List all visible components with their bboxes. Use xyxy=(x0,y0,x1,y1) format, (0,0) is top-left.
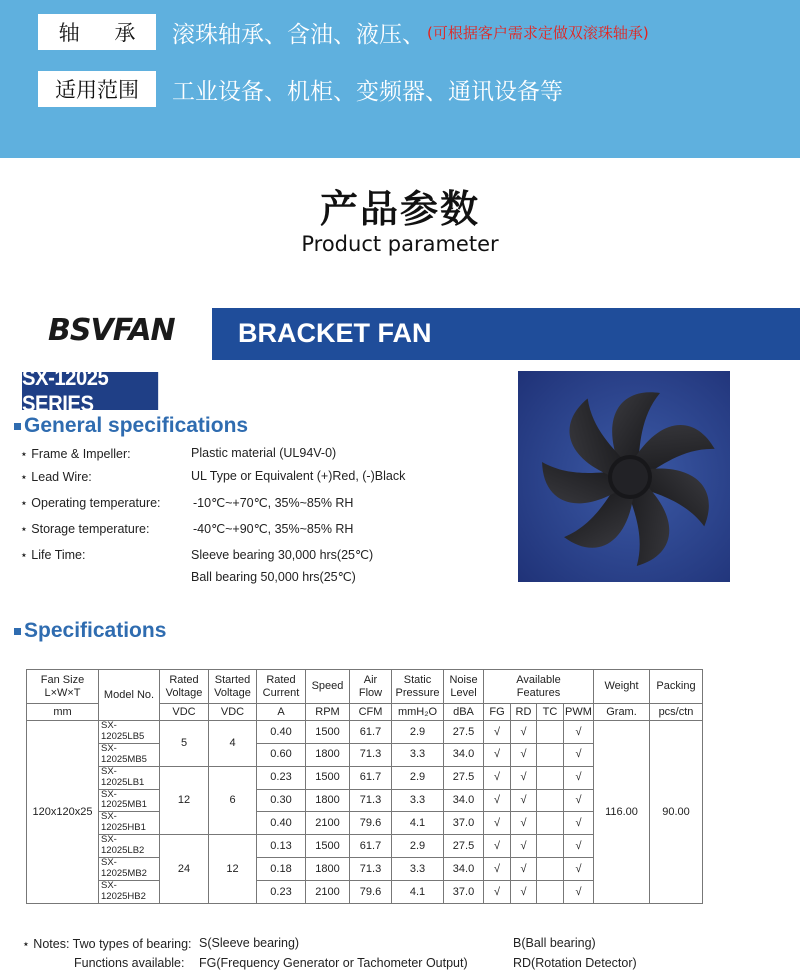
unit-cell: dBA xyxy=(444,704,484,721)
notes-value: FG(Frequency Generator or Tachometer Output) xyxy=(199,956,468,970)
table-cell: SX-12025MB5 xyxy=(99,743,160,766)
table-cell: √ xyxy=(511,766,537,789)
table-cell: 71.3 xyxy=(350,743,392,766)
unit-cell: mm xyxy=(27,704,99,721)
table-cell: 79.6 xyxy=(350,880,392,903)
page-title-cn: 产品参数 xyxy=(319,187,480,231)
table-cell: 116.00 xyxy=(594,721,650,904)
bullet-square-icon xyxy=(14,423,21,430)
table-cell: √ xyxy=(564,721,594,744)
th-rated-voltage: Rated Voltage xyxy=(160,670,209,704)
table-cell: √ xyxy=(484,721,511,744)
brand-logo: BSVFAN xyxy=(48,313,175,348)
table-cell: 61.7 xyxy=(350,835,392,858)
table-cell: 27.5 xyxy=(444,835,484,858)
table-cell: 0.60 xyxy=(257,743,306,766)
table-cell: 1800 xyxy=(306,789,350,812)
spec-key: ⋆ Life Time: xyxy=(20,548,86,562)
table-cell: 34.0 xyxy=(444,789,484,812)
table-cell: 0.40 xyxy=(257,812,306,835)
spec-value: -40℃~+90℃, 35%~85% RH xyxy=(193,522,354,536)
table-cell: SX-12025HB1 xyxy=(99,812,160,835)
table-cell: √ xyxy=(511,858,537,881)
table-cell: √ xyxy=(484,858,511,881)
table-cell: 2.9 xyxy=(392,721,444,744)
notes-row-functions xyxy=(22,956,782,972)
table-cell: 37.0 xyxy=(444,812,484,835)
table-cell: √ xyxy=(564,789,594,812)
table-cell: √ xyxy=(564,812,594,835)
notes-row-bearing xyxy=(22,936,782,952)
table-cell: 79.6 xyxy=(350,812,392,835)
banner-value: 滚珠轴承、含油、液压、 xyxy=(172,21,425,48)
table-cell: 2.9 xyxy=(392,766,444,789)
table-cell: 0.23 xyxy=(257,880,306,903)
th-fan-size: Fan Size L×W×T xyxy=(27,670,99,704)
table-header-row xyxy=(27,670,703,704)
spec-value: UL Type or Equivalent (+)Red, (-)Black xyxy=(191,469,406,483)
table-cell: 1500 xyxy=(306,721,350,744)
table-cell: 4.1 xyxy=(392,812,444,835)
spec-key: ⋆ Lead Wire: xyxy=(20,470,92,484)
table-cell: 4 xyxy=(209,721,257,767)
spec-value: -10℃~+70℃, 35%~85% RH xyxy=(193,496,354,510)
th-packing: Packing xyxy=(650,670,703,704)
notes-label: ⋆ Notes: Two types of bearing: xyxy=(22,937,192,951)
table-cell xyxy=(537,880,564,903)
table-cell: √ xyxy=(564,858,594,881)
table-cell: SX-12025LB2 xyxy=(99,835,160,858)
table-cell: 34.0 xyxy=(444,858,484,881)
table-cell xyxy=(537,858,564,881)
th-speed: Speed xyxy=(306,670,350,704)
th-noise: Noise Level xyxy=(444,670,484,704)
table-cell: 61.7 xyxy=(350,766,392,789)
spec-table xyxy=(26,669,703,904)
table-cell: 37.0 xyxy=(444,880,484,903)
table-cell xyxy=(537,789,564,812)
table-cell: 1800 xyxy=(306,858,350,881)
th-started-voltage: Started Voltage xyxy=(209,670,257,704)
notes-value: B(Ball bearing) xyxy=(513,936,596,950)
table-row xyxy=(27,721,703,744)
table-cell xyxy=(537,721,564,744)
banner-label: 轴 承 xyxy=(38,14,156,50)
table-cell: √ xyxy=(511,743,537,766)
table-cell: 27.5 xyxy=(444,721,484,744)
table-cell: 1500 xyxy=(306,835,350,858)
spec-table-body xyxy=(27,721,703,904)
table-cell: √ xyxy=(511,880,537,903)
table-cell: 0.23 xyxy=(257,766,306,789)
series-badge: SX-12025 SERIES xyxy=(22,372,158,410)
table-cell: √ xyxy=(484,835,511,858)
top-banner xyxy=(0,0,800,158)
th-model: Model No. xyxy=(99,670,160,721)
table-cell: 12 xyxy=(160,766,209,835)
table-cell: √ xyxy=(564,766,594,789)
general-spec-title xyxy=(14,414,248,438)
table-cell: √ xyxy=(564,880,594,903)
spec-value: Sleeve bearing 30,000 hrs(25℃) xyxy=(191,548,374,562)
unit-cell: FG xyxy=(484,704,511,721)
banner-row-usage xyxy=(38,71,563,107)
notes-value: S(Sleeve bearing) xyxy=(199,936,300,950)
fan-photo-icon xyxy=(518,371,730,582)
table-cell: 71.3 xyxy=(350,858,392,881)
unit-cell: CFM xyxy=(350,704,392,721)
spec-value: Plastic material (UL94V-0) xyxy=(191,446,337,460)
table-cell: SX-12025LB1 xyxy=(99,766,160,789)
table-cell: 3.3 xyxy=(392,743,444,766)
th-rated-current: Rated Current xyxy=(257,670,306,704)
table-cell: 0.30 xyxy=(257,789,306,812)
table-cell: √ xyxy=(484,812,511,835)
table-cell: √ xyxy=(484,880,511,903)
th-static-pressure: Static Pressure xyxy=(392,670,444,704)
table-cell: 90.00 xyxy=(650,721,703,904)
table-cell: 71.3 xyxy=(350,789,392,812)
table-cell: √ xyxy=(511,789,537,812)
table-cell: 34.0 xyxy=(444,743,484,766)
general-spec-title-text: General specifications xyxy=(24,414,249,437)
table-cell xyxy=(537,812,564,835)
table-cell: √ xyxy=(484,766,511,789)
table-cell: 2.9 xyxy=(392,835,444,858)
table-cell: 120x120x25 xyxy=(27,721,99,904)
bullet-square-icon xyxy=(14,628,21,635)
table-cell: 4.1 xyxy=(392,880,444,903)
th-air-flow: Air Flow xyxy=(350,670,392,704)
table-cell: √ xyxy=(511,835,537,858)
table-cell: 0.18 xyxy=(257,858,306,881)
table-cell: 2100 xyxy=(306,880,350,903)
table-cell: 5 xyxy=(160,721,209,767)
table-cell: SX-12025MB2 xyxy=(99,858,160,881)
table-cell: √ xyxy=(511,812,537,835)
table-cell: √ xyxy=(511,721,537,744)
th-weight: Weight xyxy=(594,670,650,704)
brand-bar-title: BRACKET FAN xyxy=(238,318,432,348)
unit-cell: mmH₂O xyxy=(392,704,444,721)
spec-key: ⋆ Frame & Impeller: xyxy=(20,447,131,461)
table-cell: 2100 xyxy=(306,812,350,835)
table-cell: 1500 xyxy=(306,766,350,789)
unit-cell: VDC xyxy=(209,704,257,721)
brand-bar xyxy=(212,308,800,360)
banner-row-bearing xyxy=(38,14,649,50)
table-cell xyxy=(537,766,564,789)
table-cell: √ xyxy=(564,743,594,766)
th-features: Available Features xyxy=(484,670,594,704)
table-cell: 12 xyxy=(209,835,257,904)
unit-cell: A xyxy=(257,704,306,721)
spec-key: ⋆ Storage temperature: xyxy=(20,522,150,536)
unit-cell: TC xyxy=(537,704,564,721)
spec-value: Ball bearing 50,000 hrs(25℃) xyxy=(191,570,356,584)
banner-label: 适用范围 xyxy=(38,71,156,107)
table-cell: √ xyxy=(484,743,511,766)
table-cell: √ xyxy=(484,789,511,812)
page-title-en: Product parameter xyxy=(301,232,499,256)
notes-label: Functions available: xyxy=(74,956,185,970)
table-cell: 3.3 xyxy=(392,789,444,812)
table-cell: 24 xyxy=(160,835,209,904)
table-cell xyxy=(537,743,564,766)
specifications-title-text: Specifications xyxy=(24,619,167,642)
table-cell: √ xyxy=(564,835,594,858)
table-cell: 0.13 xyxy=(257,835,306,858)
banner-value: 工业设备、机柜、变频器、通讯设备等 xyxy=(172,78,563,105)
table-cell: 27.5 xyxy=(444,766,484,789)
table-cell: SX-12025MB1 xyxy=(99,789,160,812)
banner-note: (可根据客户需求定做双滚珠轴承) xyxy=(427,23,649,42)
table-cell: 0.40 xyxy=(257,721,306,744)
table-cell: 6 xyxy=(209,766,257,835)
brand-header xyxy=(0,308,800,360)
unit-cell: PWM xyxy=(564,704,594,721)
unit-cell: RD xyxy=(511,704,537,721)
spec-key: ⋆ Operating temperature: xyxy=(20,496,161,510)
unit-cell: pcs/ctn xyxy=(650,704,703,721)
table-cell: 3.3 xyxy=(392,858,444,881)
unit-cell: Gram. xyxy=(594,704,650,721)
table-cell: SX-12025LB5 xyxy=(99,721,160,744)
unit-cell: RPM xyxy=(306,704,350,721)
unit-cell: VDC xyxy=(160,704,209,721)
notes-value: RD(Rotation Detector) xyxy=(513,956,637,970)
table-cell xyxy=(537,835,564,858)
table-cell: 61.7 xyxy=(350,721,392,744)
specifications-title xyxy=(14,619,166,643)
table-cell: 1800 xyxy=(306,743,350,766)
table-cell: SX-12025HB2 xyxy=(99,880,160,903)
